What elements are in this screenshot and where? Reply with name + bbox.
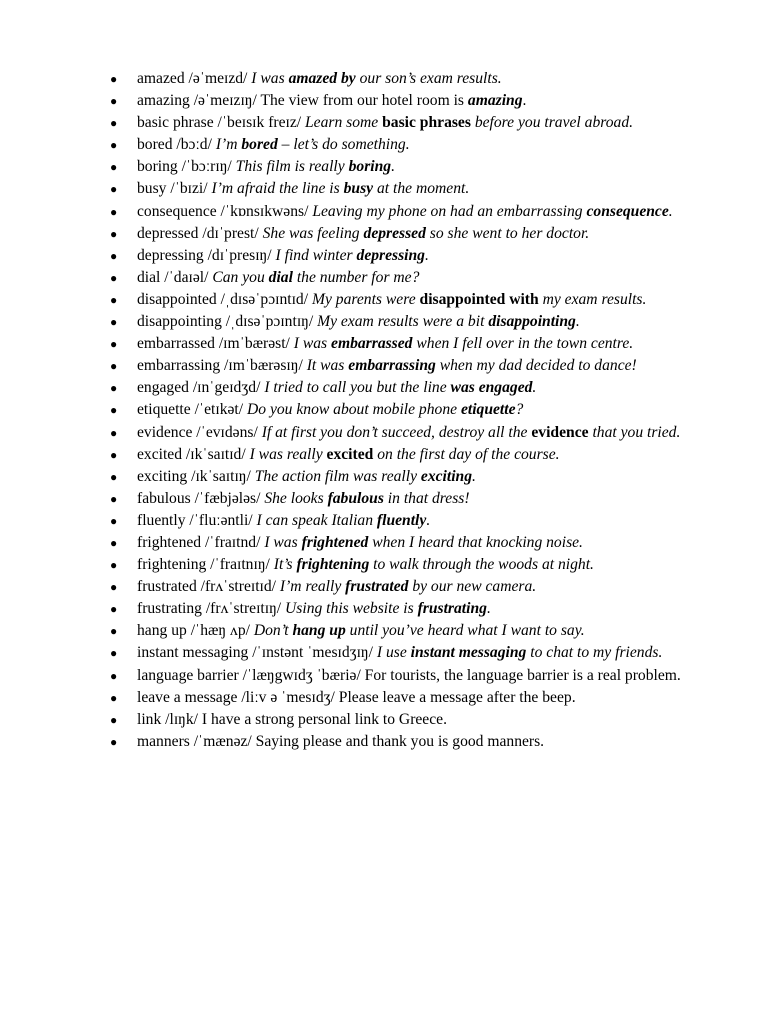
highlighted-term: frightening [296, 556, 370, 574]
segment-wrapper [436, 357, 637, 374]
entry-text [137, 203, 673, 220]
vocab-entry [110, 134, 712, 156]
highlighted-term: embarrassing [348, 357, 436, 375]
entry-text [137, 644, 662, 661]
entry-segment: the number for me? [292, 268, 420, 286]
highlighted-term: hang up [292, 622, 346, 640]
entry-text [137, 180, 469, 197]
entry-segment: . [424, 246, 429, 264]
entry-text [137, 225, 589, 242]
segment-wrapper: instant messaging /ˈɪnstənt ˈmesɪdʒɪŋ/ [137, 644, 377, 662]
segment-wrapper [487, 600, 491, 617]
highlighted-term: evidence [531, 423, 589, 441]
vocab-entry [110, 68, 712, 90]
segment-wrapper [586, 203, 668, 220]
vocab-entry [110, 355, 712, 377]
entry-text [137, 578, 536, 595]
segment-wrapper [307, 357, 349, 374]
vocab-entry [110, 687, 712, 709]
segment-wrapper [472, 468, 476, 485]
segment-wrapper [269, 269, 293, 286]
segment-wrapper [292, 622, 345, 639]
segment-wrapper [331, 335, 412, 352]
segment-wrapper [262, 424, 532, 441]
highlighted-term: boring [348, 158, 392, 176]
segment-wrapper: fluently /ˈfluːəntli/ [137, 511, 257, 529]
segment-wrapper: busy /ˈbɪzi/ [137, 180, 212, 198]
segment-wrapper: frustrated /frʌˈstreɪtɪd/ [137, 578, 280, 596]
segment-wrapper [264, 379, 450, 396]
bullet-icon: ● [110, 160, 118, 175]
entry-segment: Learn some [305, 114, 383, 132]
entry-text [137, 357, 637, 374]
entry-text [137, 667, 681, 684]
entry-segment: on the first day of the course. [373, 445, 560, 463]
entry-segment: when I heard that knocking noise. [368, 533, 583, 551]
vocab-entry [110, 178, 712, 200]
highlighted-term: frustrated [345, 578, 409, 596]
entry-segment: It’s [273, 556, 297, 574]
segment-wrapper [294, 335, 331, 352]
entry-text [137, 92, 526, 109]
entry-segment: . [575, 313, 580, 331]
segment-wrapper: frustrating /frʌˈstreɪtɪŋ/ [137, 600, 286, 618]
segment-wrapper [312, 291, 420, 308]
bullet-icon: ● [110, 226, 118, 241]
bullet-icon: ● [110, 602, 118, 617]
highlighted-term: basic phrases [382, 114, 471, 132]
highlighted-term: etiquette [460, 401, 516, 419]
segment-wrapper [345, 578, 408, 595]
bullet-icon: ● [110, 204, 118, 219]
entry-segment: This film is really [235, 158, 349, 176]
vocab-entry [110, 642, 712, 664]
segment-wrapper [531, 424, 588, 441]
segment-wrapper [369, 556, 594, 573]
entry-text [137, 313, 580, 330]
segment-wrapper: depressed /dɪˈprest/ [137, 224, 263, 242]
segment-wrapper [539, 291, 647, 308]
bullet-icon: ● [110, 116, 118, 131]
segment-wrapper [421, 468, 472, 485]
entry-segment: until you’ve heard what I want to say. [345, 622, 585, 640]
highlighted-term: frustrating [417, 600, 487, 618]
entry-segment: so she went to her doctor. [425, 224, 590, 242]
segment-wrapper [425, 247, 429, 264]
bullet-icon: ● [110, 447, 118, 462]
entry-text [137, 379, 536, 396]
segment-wrapper [411, 644, 527, 661]
bullet-icon: ● [110, 646, 118, 661]
entry-segment: She was feeling [262, 224, 364, 242]
highlighted-term: busy [343, 180, 374, 198]
entry-text [137, 335, 633, 352]
segment-wrapper [317, 313, 488, 330]
segment-wrapper [236, 158, 349, 175]
vocab-entry [110, 598, 712, 620]
highlighted-term: consequence [586, 202, 669, 220]
entry-text [137, 446, 560, 463]
vocab-entry [110, 223, 712, 245]
bullet-icon: ● [110, 337, 118, 352]
vocab-entry [110, 731, 712, 753]
entry-text [137, 291, 646, 308]
vocab-entry [110, 112, 712, 134]
bullet-icon: ● [110, 72, 118, 86]
segment-wrapper: boring /ˈbɔːrɪŋ/ [137, 158, 236, 176]
segment-wrapper: fabulous /ˈfæbjələs/ [137, 489, 265, 507]
entry-text [137, 158, 395, 175]
segment-wrapper [426, 512, 430, 529]
entry-segment: to chat to my friends. [526, 644, 663, 662]
segment-wrapper: embarrassing /ɪmˈbærəsɪŋ/ [137, 357, 307, 375]
entry-segment: Don’t [253, 622, 293, 640]
segment-wrapper: consequence /ˈkɒnsɪkwəns/ [137, 202, 313, 220]
segment-wrapper [349, 158, 391, 175]
segment-wrapper [264, 534, 301, 551]
entry-segment: I’m really [279, 578, 346, 596]
highlighted-term: disappointed with [419, 290, 539, 308]
entry-text [137, 269, 419, 286]
segment-wrapper [526, 644, 662, 661]
highlighted-term: fabulous [327, 489, 384, 507]
vocab-entry [110, 333, 712, 355]
vocab-entry [110, 466, 712, 488]
segment-wrapper [348, 357, 436, 374]
bullet-icon: ● [110, 491, 118, 506]
entry-segment: our son’s exam results. [355, 70, 502, 87]
entry-text [137, 114, 633, 131]
segment-wrapper [391, 158, 395, 175]
segment-wrapper [384, 490, 470, 507]
segment-wrapper: dial /ˈdaɪəl/ [137, 268, 213, 286]
entry-text [137, 556, 594, 573]
highlighted-term: fluently [376, 511, 427, 529]
entry-text [137, 622, 585, 639]
segment-wrapper [377, 644, 411, 661]
entry-segment: The action film was really [254, 467, 421, 485]
segment-wrapper [296, 556, 369, 573]
vocab-entry [110, 709, 712, 731]
entry-segment: my exam results. [538, 290, 647, 308]
bullet-icon: ● [110, 712, 118, 727]
bullet-icon: ● [110, 270, 118, 285]
segment-wrapper [293, 269, 419, 286]
entry-text [137, 534, 583, 551]
segment-wrapper [212, 269, 268, 286]
entry-segment: Can you [212, 268, 269, 286]
entry-segment: . [668, 202, 673, 220]
bullet-icon: ● [110, 668, 118, 683]
segment-wrapper: bored /bɔːd/ [137, 136, 216, 154]
highlighted-term: exciting [420, 467, 473, 485]
segment-wrapper: hang up /ˈhæŋ ʌp/ [137, 622, 254, 640]
segment-wrapper [488, 313, 576, 330]
entry-text [137, 136, 410, 153]
entry-text [137, 468, 476, 485]
segment-wrapper [373, 180, 469, 197]
segment-wrapper [285, 600, 418, 617]
entry-text [137, 424, 680, 441]
segment-wrapper [264, 490, 327, 507]
bullet-icon: ● [110, 138, 118, 153]
segment-wrapper [451, 379, 533, 396]
vocab-entry [110, 267, 712, 289]
segment-wrapper: depressing /dɪˈpresɪŋ/ [137, 246, 276, 264]
entry-text [137, 600, 491, 617]
entry-segment: – let’s do something. [277, 136, 410, 154]
vocab-entry [110, 620, 712, 642]
segment-wrapper [247, 401, 461, 418]
entry-segment: ? [515, 401, 524, 419]
segment-wrapper [377, 512, 426, 529]
vocab-entry [110, 377, 712, 399]
segment-wrapper [327, 446, 374, 463]
segment-wrapper: amazing /əˈmeɪzɪŋ/ The view from our hotel room is [137, 92, 468, 110]
segment-wrapper: engaged /ɪnˈgeɪdʒd/ [137, 379, 265, 397]
segment-wrapper: link /lɪŋk/ I have a strong personal link to Greece. [137, 710, 447, 728]
highlighted-term: disappointing [488, 313, 576, 331]
entry-segment: I tried to call you but the line [264, 379, 451, 397]
highlighted-term: amazing [467, 92, 523, 110]
segment-wrapper [382, 114, 471, 131]
vocab-entry [110, 444, 712, 466]
segment-wrapper: embarrassed /ɪmˈbærəst/ [137, 335, 294, 353]
highlighted-term: excited [326, 445, 374, 463]
bullet-icon: ● [110, 315, 118, 330]
segment-wrapper [216, 136, 242, 153]
entry-segment: Do you know about mobile phone [246, 401, 461, 419]
vocab-entry [110, 289, 712, 311]
highlighted-term: bored [241, 136, 278, 154]
vocabulary-list [110, 68, 712, 753]
segment-wrapper [251, 70, 288, 87]
vocab-entry [110, 488, 712, 510]
entry-segment: I was [293, 335, 332, 353]
segment-wrapper [278, 136, 410, 153]
segment-wrapper [357, 247, 425, 264]
entry-segment: I use [376, 644, 411, 662]
highlighted-term: frightened [301, 533, 369, 551]
bullet-icon: ● [110, 580, 118, 595]
segment-wrapper [589, 424, 681, 441]
segment-wrapper [289, 70, 356, 87]
segment-wrapper: leave a message /liːv ə ˈmesɪdʒ/ Please leave a message after the beep. [137, 688, 576, 706]
segment-wrapper [368, 534, 583, 551]
entry-segment: when my dad decided to dance! [435, 357, 637, 375]
entry-segment: I can speak Italian [256, 511, 377, 529]
entry-segment: If at first you don’t succeed, destroy all the [261, 423, 532, 441]
segment-wrapper [412, 335, 633, 352]
segment-wrapper: frightened /ˈfraɪtnd/ [137, 533, 265, 551]
bullet-icon: ● [110, 624, 118, 639]
segment-wrapper [471, 114, 633, 131]
entry-segment: . [391, 158, 395, 176]
segment-wrapper [532, 379, 536, 396]
entry-segment: Using this website is [285, 600, 418, 618]
entry-segment: . [426, 511, 431, 529]
vocab-entry [110, 399, 712, 421]
highlighted-term: dial [268, 268, 293, 286]
bullet-icon: ● [110, 248, 118, 263]
entry-text [137, 247, 429, 264]
entry-text [137, 711, 447, 728]
highlighted-term: depressed [363, 224, 426, 242]
entry-segment: She looks [264, 489, 328, 507]
segment-wrapper [576, 313, 580, 330]
bullet-icon: ● [110, 292, 118, 307]
segment-wrapper [420, 291, 539, 308]
bullet-icon: ● [110, 513, 118, 528]
vocab-entry [110, 90, 712, 112]
highlighted-term: instant messaging [410, 644, 527, 662]
segment-wrapper: exciting /ɪkˈsaɪtɪŋ/ [137, 467, 255, 485]
entry-segment: I find winter [275, 246, 357, 264]
segment-wrapper: excited /ɪkˈsaɪtɪd/ [137, 445, 250, 463]
segment-wrapper [212, 180, 344, 197]
entry-segment: My parents were [311, 290, 420, 308]
segment-wrapper [461, 401, 516, 418]
entry-segment: I was [251, 70, 289, 87]
bullet-icon: ● [110, 734, 118, 749]
segment-wrapper [356, 70, 502, 87]
entry-segment: . [472, 467, 476, 485]
entry-text [137, 512, 430, 529]
segment-wrapper [669, 203, 673, 220]
entry-text [137, 689, 576, 706]
segment-wrapper: language barrier /ˈlæŋgwɪdʒ ˈbæriə/ For tourists, the language barrier is a real problem. [137, 666, 681, 684]
vocab-entry [110, 422, 712, 444]
entry-segment: I was [264, 533, 302, 551]
vocab-entry [110, 245, 712, 267]
segment-wrapper [328, 490, 384, 507]
entry-segment: by our new camera. [408, 578, 537, 596]
bullet-icon: ● [110, 403, 118, 418]
segment-wrapper [255, 468, 421, 485]
segment-wrapper [312, 203, 586, 220]
segment-wrapper: basic phrase /ˈbeɪsɪk freɪz/ [137, 114, 305, 132]
highlighted-term: amazed by [288, 70, 356, 87]
vocab-entry [110, 576, 712, 598]
entry-segment: Leaving my phone on had an embarrassing [312, 202, 587, 220]
segment-wrapper [373, 446, 559, 463]
entry-segment: I’m afraid the line is [211, 180, 344, 198]
segment-wrapper [263, 225, 364, 242]
highlighted-term: was engaged [450, 379, 533, 397]
entry-segment: at the moment. [373, 180, 470, 198]
entry-segment: My exam results were a bit [317, 313, 489, 331]
segment-wrapper [346, 622, 585, 639]
entry-segment: . [486, 600, 491, 618]
segment-wrapper [241, 136, 277, 153]
segment-wrapper [418, 600, 487, 617]
segment-wrapper [468, 92, 523, 109]
segment-wrapper [302, 534, 369, 551]
bullet-icon: ● [110, 381, 118, 396]
vocab-entry [110, 532, 712, 554]
segment-wrapper: amazed /əˈmeɪzd/ [137, 70, 252, 87]
segment-wrapper [344, 180, 373, 197]
vocab-entry [110, 201, 712, 223]
segment-wrapper [364, 225, 426, 242]
segment-wrapper [254, 622, 293, 639]
segment-wrapper [280, 578, 345, 595]
entry-segment: to walk through the woods at night. [369, 556, 594, 574]
segment-wrapper [276, 247, 357, 264]
bullet-icon: ● [110, 469, 118, 484]
segment-wrapper: . [522, 92, 527, 110]
highlighted-term: depressing [356, 246, 425, 264]
segment-wrapper [426, 225, 589, 242]
vocab-entry [110, 554, 712, 576]
vocab-entry [110, 311, 712, 333]
segment-wrapper [516, 401, 524, 418]
bullet-icon: ● [110, 690, 118, 705]
entry-segment: that you tried. [588, 423, 681, 441]
entry-segment: I’m [215, 136, 242, 154]
entry-text [137, 490, 470, 507]
entry-text [137, 401, 523, 418]
bullet-icon: ● [110, 359, 118, 374]
highlighted-term: embarrassed [331, 335, 413, 353]
segment-wrapper [257, 512, 377, 529]
segment-wrapper: etiquette /ˈetɪkət/ [137, 401, 247, 419]
bullet-icon: ● [110, 535, 118, 550]
entry-segment: It was [306, 357, 349, 375]
entry-text [137, 70, 502, 87]
segment-wrapper: frightening /ˈfraɪtnɪŋ/ [137, 556, 274, 574]
entry-segment: . [532, 379, 537, 397]
entry-segment: when I fell over in the town centre. [412, 335, 634, 353]
segment-wrapper [408, 578, 536, 595]
segment-wrapper: evidence /ˈevɪdəns/ [137, 423, 262, 441]
segment-wrapper: manners /ˈmænəz/ Saying please and thank you is good manners. [137, 732, 545, 750]
segment-wrapper: disappointed /ˌdɪsəˈpɔɪntɪd/ [137, 290, 312, 308]
segment-wrapper [305, 114, 382, 131]
vocab-entry [110, 156, 712, 178]
vocab-entry [110, 510, 712, 532]
bullet-icon: ● [110, 94, 118, 109]
entry-text [137, 733, 544, 750]
vocab-entry [110, 665, 712, 687]
entry-segment: in that dress! [383, 489, 470, 507]
entry-segment: before you travel abroad. [470, 114, 634, 132]
segment-wrapper [274, 556, 297, 573]
bullet-icon: ● [110, 182, 118, 197]
entry-segment: I was really [249, 445, 327, 463]
bullet-icon: ● [110, 558, 118, 573]
bullet-icon: ● [110, 425, 118, 440]
segment-wrapper [250, 446, 327, 463]
segment-wrapper: disappointing /ˌdɪsəˈpɔɪntɪŋ/ [137, 313, 318, 331]
